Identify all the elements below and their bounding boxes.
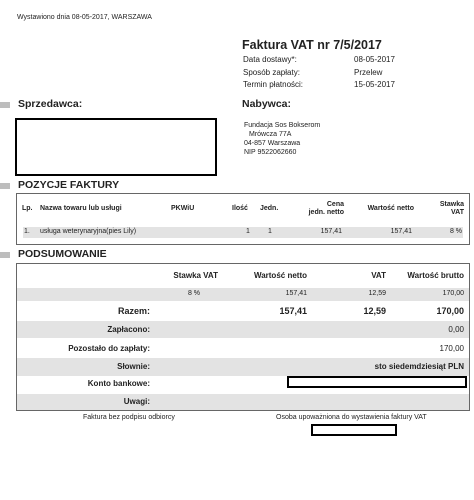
remaining-value: 170,00 bbox=[439, 344, 464, 353]
items-table bbox=[16, 193, 470, 245]
item-unit-price: 157,41 bbox=[320, 228, 342, 235]
col-header-name: Nazwa towaru lub usługi bbox=[40, 205, 122, 212]
col-header-unit: Jedn. bbox=[260, 205, 279, 212]
item-name: usługa weterynaryjna(pies Lily) bbox=[40, 228, 137, 235]
summary-rate-net: 157,41 bbox=[285, 290, 307, 297]
in-words-label: Słownie: bbox=[117, 362, 150, 371]
items-section-title: POZYCJE FAKTURY bbox=[18, 179, 120, 191]
total-label: Razem: bbox=[117, 306, 150, 316]
payment-due-label: Termin płatności: bbox=[243, 80, 304, 89]
col-header-qty: Ilość bbox=[232, 205, 248, 212]
summary-rate-gross: 170,00 bbox=[442, 290, 464, 297]
issuer-signature-redacted bbox=[311, 424, 397, 436]
col-header-unit-price-line1: Cena bbox=[326, 201, 344, 208]
col-header-unit-price bbox=[290, 201, 344, 217]
summary-header-net: Wartość netto bbox=[253, 271, 307, 280]
buyer-line: Mrówcza 77A bbox=[249, 131, 292, 138]
payment-method-value: Przelew bbox=[354, 68, 383, 77]
buyer-line: 04-857 Warszawa bbox=[244, 140, 301, 147]
payment-method-label: Sposób zapłaty: bbox=[243, 68, 300, 77]
total-net: 157,41 bbox=[279, 306, 307, 316]
in-words-value: sto siedemdziesiąt PLN bbox=[374, 362, 464, 371]
seller-heading: Sprzedawca: bbox=[18, 98, 83, 110]
summary-table bbox=[16, 263, 470, 411]
invoice-title: Faktura VAT nr 7/5/2017 bbox=[242, 38, 382, 52]
seller-redacted-box bbox=[15, 118, 217, 176]
total-gross: 170,00 bbox=[436, 306, 464, 316]
item-qty: 1 bbox=[246, 228, 250, 235]
summary-header-vat: VAT bbox=[371, 271, 386, 280]
issuer-signature-note: Osoba upoważniona do wystawienia faktury VAT bbox=[276, 414, 427, 421]
item-vat-rate: 8 % bbox=[449, 228, 462, 235]
total-vat: 12,59 bbox=[363, 306, 386, 316]
summary-rate-vat: 12,59 bbox=[368, 290, 386, 297]
summary-rate: 8 % bbox=[187, 290, 200, 297]
summary-section-title: PODSUMOWANIE bbox=[18, 248, 107, 260]
buyer-line: NIP 9522062660 bbox=[244, 149, 297, 156]
buyer-heading: Nabywca: bbox=[242, 98, 292, 110]
paid-label: Zapłacono: bbox=[107, 325, 150, 334]
remaining-label: Pozostało do zapłaty: bbox=[68, 344, 150, 353]
buyer-line: Fundacja Sos Bokserom bbox=[244, 122, 321, 129]
buyer-address bbox=[244, 121, 320, 157]
col-header-pkwiu: PKWiU bbox=[171, 205, 195, 212]
paid-value: 0,00 bbox=[448, 325, 464, 334]
col-header-unit-price-line2: jedn. netto bbox=[308, 209, 344, 216]
col-header-vat-rate bbox=[420, 201, 464, 217]
payment-due-value: 15-05-2017 bbox=[354, 80, 395, 89]
col-header-vat-rate-line2: VAT bbox=[451, 209, 464, 216]
notes-label: Uwagi: bbox=[123, 397, 150, 406]
bank-account-label: Konto bankowe: bbox=[87, 379, 150, 388]
receiver-signature-note: Faktura bez podpisu odbiorcy bbox=[83, 414, 175, 421]
delivery-date-label: Data dostawy*: bbox=[243, 55, 297, 64]
summary-section-marker bbox=[0, 252, 10, 258]
col-header-vat-rate-line1: Stawka bbox=[439, 201, 464, 208]
summary-header-gross: Wartość brutto bbox=[407, 271, 464, 280]
item-lp: 1. bbox=[24, 228, 30, 235]
col-header-net-value: Wartość netto bbox=[367, 205, 414, 212]
issued-line: Wystawiono dnia 08-05-2017, WARSZAWA bbox=[17, 14, 152, 21]
item-net-value: 157,41 bbox=[390, 228, 412, 235]
item-unit: 1 bbox=[268, 228, 272, 235]
col-header-lp: Lp. bbox=[22, 205, 33, 212]
seller-section-marker bbox=[0, 102, 10, 108]
bank-account-redacted bbox=[287, 376, 467, 388]
delivery-date-value: 08-05-2017 bbox=[354, 55, 395, 64]
items-section-marker bbox=[0, 183, 10, 189]
summary-header-rate: Stawka VAT bbox=[173, 271, 218, 280]
